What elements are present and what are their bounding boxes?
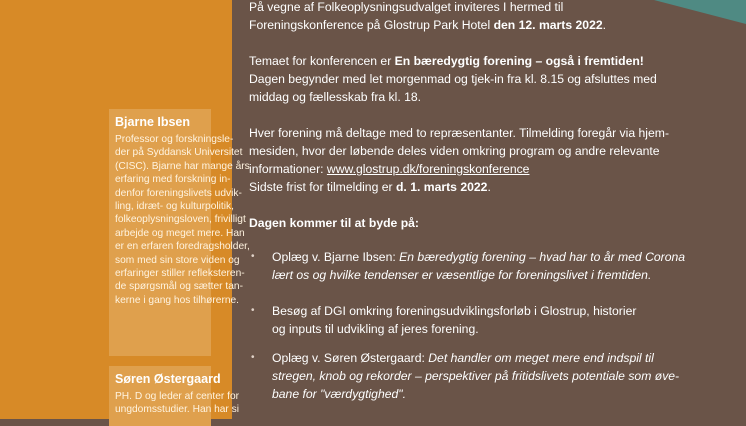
speaker-name: Søren Østergaard	[115, 372, 221, 386]
registration-paragraph: Hver forening må deltage med to repræsentanter. Tilmelding foregår via hjem- mesiden, hvor der løbende deles viden omkring program og andre relevante informationer: www.glostrup.dk/foreningskonference Sidste frist for tilmelding er d. 1. marts 2022.	[249, 126, 669, 194]
speaker-card-bjarne-ibsen	[109, 109, 250, 356]
theme-paragraph: Temaet for konferencen er En bæredygtig forening – også i fremtiden! Dagen begynder med let morgenmad og tjek-in fra kl. 8.15 og afsluttes med middag og fællesskab fra kl. 18.	[249, 54, 657, 104]
conference-theme: En bæredygtig forening – også i fremtiden!	[394, 54, 644, 68]
intro-paragraph: På vegne af Folkeoplysningsudvalget inviteres I hermed til Foreningskonference på Glostrup Park Hotel den 12. marts 2022.	[249, 0, 607, 32]
sidebar	[0, 0, 250, 419]
program-heading: Dagen kommer til at byde på:	[249, 216, 419, 230]
bullet-icon: •	[251, 251, 255, 262]
registration-deadline: d. 1. marts 2022	[395, 180, 488, 194]
speaker-bio: Professor og forskningsle- der på Syddansk Universitet (CISC). Bjarne har mange års erfaring med forskning in- denfor foreningslivets udvik- ling, idræt- og kulturpolitik, folkeoplysningsloven, frivilligt arbejde og meget mere. Han er en erfaren foredragsholder, som med sin store viden og erfaringer stiller refleksteren- de spørgsmål og sætter tan- kerne i gang hos tilhørerne.	[115, 134, 250, 306]
registration-link[interactable]: www.glostrup.dk/foreningskonference	[326, 162, 530, 176]
conference-date: den 12. marts 2022	[493, 18, 603, 32]
bullet-icon: •	[251, 352, 255, 363]
speaker-bio: PH. D og leder af center for ungdomsstudier. Han har si	[115, 391, 240, 416]
speaker-card-soren-ostergaard	[109, 366, 240, 426]
decorative-corner-shape	[654, 0, 746, 24]
program-item: • Besøg af DGI omkring foreningsudviklingsforløb i Glostrup, historier og inputs til udvikling af jeres forening.	[251, 304, 637, 336]
program-item: • Oplæg v. Søren Østergaard: Det handler om meget mere end indspil til stregen, knob og rekorder – perspektiver på fritidslivets potentiale som øve- bane for "værdygtighed".	[251, 351, 680, 401]
program-item: • Oplæg v. Bjarne Ibsen: En bæredygtig forening – hvad har to år med Corona lært os og hvilke tendenser er væsentlige for foreningslivet i fremtiden.	[251, 250, 686, 282]
bullet-icon: •	[251, 305, 255, 316]
speaker-name: Bjarne Ibsen	[115, 115, 191, 129]
